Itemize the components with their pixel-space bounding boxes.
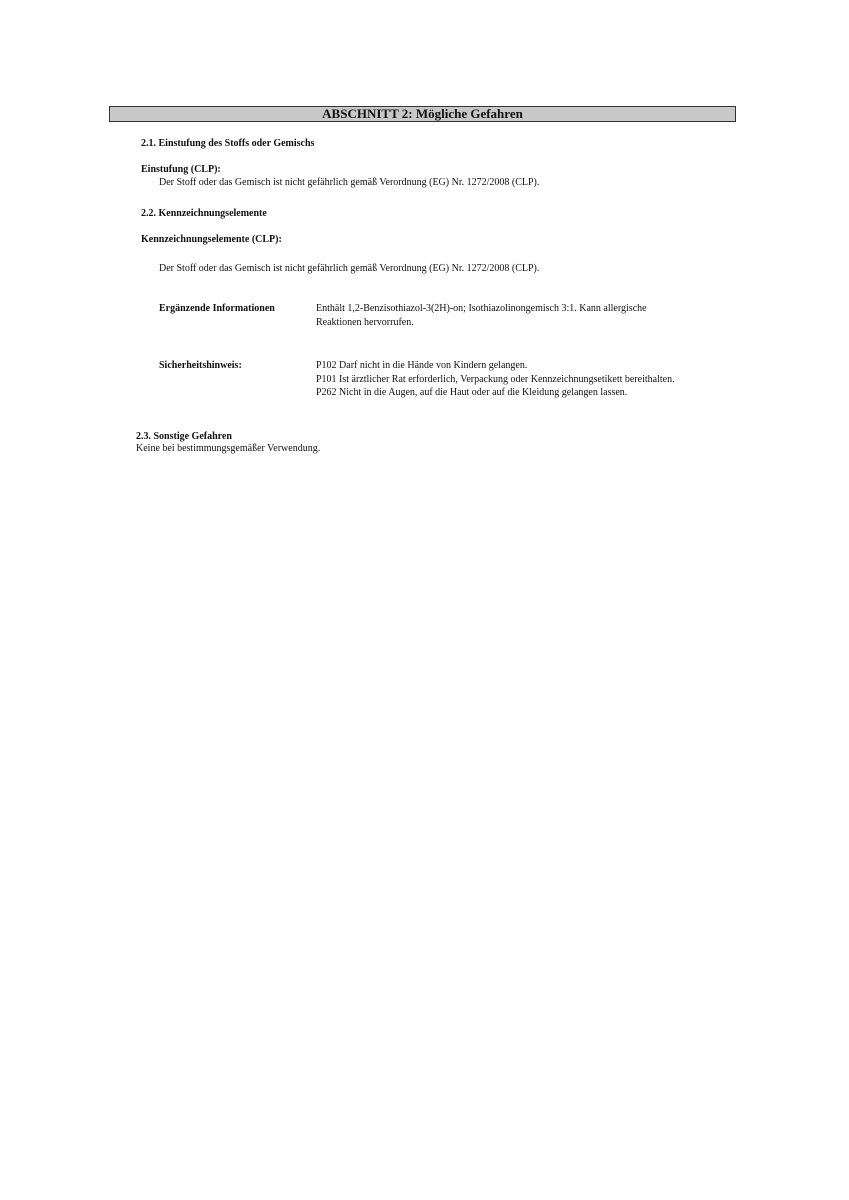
sonstige-gefahren-text: Keine bei bestimmungsgemäßer Verwendung. xyxy=(136,443,321,454)
heading-2-1: 2.1. Einstufung des Stoffs oder Gemischs xyxy=(141,138,315,149)
additional-info-label: Ergänzende Informationen xyxy=(159,303,275,314)
safety-label: Sicherheitshinweis: xyxy=(159,360,242,371)
heading-2-3: 2.3. Sonstige Gefahren xyxy=(136,431,232,442)
kennzeichnung-clp-label: Kennzeichnungselemente (CLP): xyxy=(141,234,282,245)
heading-2-2: 2.2. Kennzeichnungselemente xyxy=(141,208,267,219)
safety-line-p101: P101 Ist ärztlicher Rat erforderlich, Verpackung oder Kennzeichnungsetikett bereithalten. xyxy=(316,373,675,385)
additional-info-line: Enthält 1,2-Benzisothiazol-3(2H)-on; Isothiazolinongemisch 3:1. Kann allergische xyxy=(316,303,647,314)
safety-value xyxy=(316,359,675,400)
kennzeichnung-clp-text: Der Stoff oder das Gemisch ist nicht gefährlich gemäß Verordnung (EG) Nr. 1272/2008 (CLP). xyxy=(159,263,540,274)
section-header: ABSCHNITT 2: Mögliche Gefahren xyxy=(109,106,736,122)
additional-info-value xyxy=(316,302,647,329)
einstufung-clp-text: Der Stoff oder das Gemisch ist nicht gefährlich gemäß Verordnung (EG) Nr. 1272/2008 (CLP). xyxy=(159,177,540,188)
safety-line-p102: P102 Darf nicht in die Hände von Kindern gelangen. xyxy=(316,360,528,371)
additional-info-line: Reaktionen hervorrufen. xyxy=(316,316,414,328)
safety-line-p262: P262 Nicht in die Augen, auf die Haut oder auf die Kleidung gelangen lassen. xyxy=(316,387,628,398)
einstufung-clp-label: Einstufung (CLP): xyxy=(141,164,221,175)
